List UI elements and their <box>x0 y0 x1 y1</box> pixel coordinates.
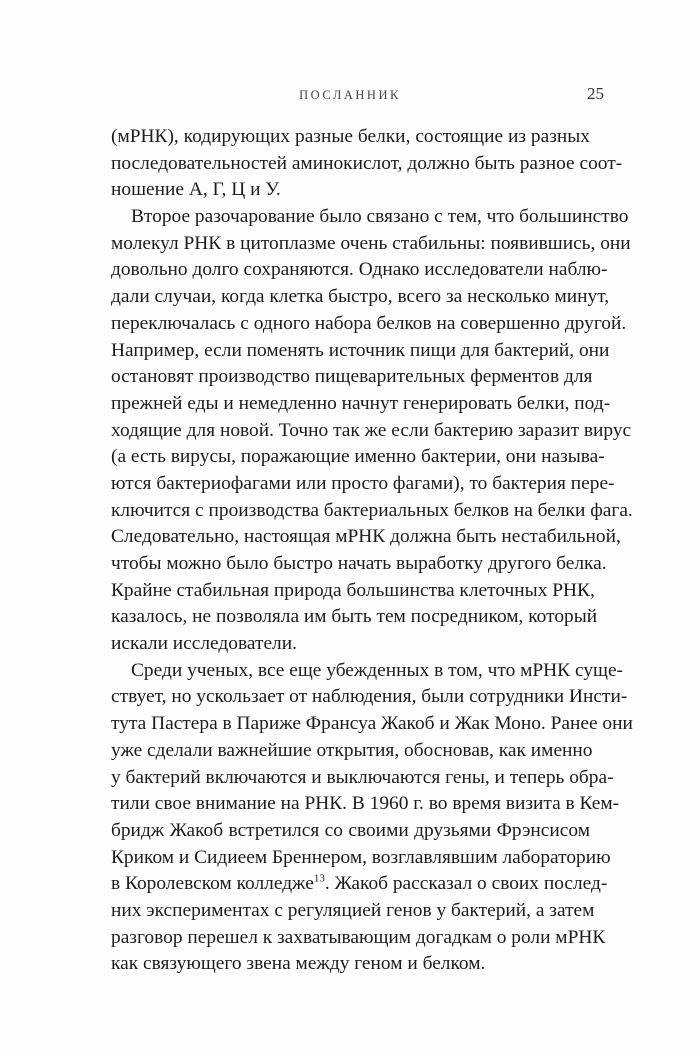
text-line: (а есть вирусы, поражающие именно бактерии, они называ- <box>111 446 605 468</box>
text-line: как связующего звена между геном и белком. <box>111 953 486 975</box>
text-line: Например, если поменять источник пищи для бактерий, они <box>111 339 610 361</box>
text-fragment: в Королевском колледже <box>111 873 314 895</box>
text-line: ношение А, Г, Ц и У. <box>111 179 281 201</box>
text-line: (мРНК), кодирующих разные белки, состоящие из разных <box>111 126 590 147</box>
text-line: ходящие для новой. Точно так же если бактерию заразит вирус <box>111 419 632 441</box>
text-line: бридж Жакоб встретился со своими друзьями Фрэнсисом <box>111 819 590 841</box>
text-line: тили свое внимание на РНК. В 1960 г. во время визита в Кем- <box>111 793 620 815</box>
text-line: них экспериментах с регуляцией генов у бактерий, а затем <box>111 899 595 921</box>
text-line: Крайне стабильная природа большинства клеточных РНК, <box>111 579 595 601</box>
text-line: казалось, не позволяла им быть тем посредником, который <box>111 606 598 628</box>
text-line: ются бактериофагами или просто фагами), то бактерия пере- <box>111 472 615 494</box>
text-line: последовательностей аминокислот, должно быть разное соот- <box>111 152 623 174</box>
text-fragment: . Жакоб рассказал о своих послед- <box>324 873 608 895</box>
page-number: 25 <box>587 84 604 103</box>
text-line: чтобы можно было быстро начать выработку другого белка. <box>111 553 607 574</box>
text-line: искали исследователи. <box>111 633 297 655</box>
text-line: тута Пастера в Париже Франсуа Жакоб и Жак Моно. Ранее они <box>111 713 633 735</box>
footnote-reference[interactable]: 13 <box>313 872 325 885</box>
running-title: ПОСЛАННИК <box>299 88 401 102</box>
text-line: молекул РНК в цитоплазме очень стабильны: появившись, они <box>111 232 631 254</box>
text-line: переключалась с одного набора белков на совершенно другой. <box>111 312 627 334</box>
text-line: уже сделали важнейшие открытия, обосновав, как именно <box>111 739 593 761</box>
paragraph-first-line: Второе разочарование было связано с тем, что большинство <box>131 206 629 228</box>
text-line: дали случаи, когда клетка быстро, всего за несколько минут, <box>111 286 610 308</box>
text-line: ключится с производства бактериальных белков на белки фага. <box>111 499 633 521</box>
text-line: Следовательно, настоящая мРНК должна быть нестабильной, <box>111 526 621 548</box>
text-line-with-footnote <box>111 871 608 898</box>
text-line: разговор перешел к захватывающим догадкам о роли мРНК <box>111 926 606 948</box>
text-line: остановят производство пищеварительных ферментов для <box>111 366 593 388</box>
text-line: довольно долго сохраняются. Однако исследователи наблю- <box>111 259 608 281</box>
text-line: прежней еды и немедленно начнут генерировать белки, под- <box>111 392 611 414</box>
text-line: ствует, но ускользает от наблюдения, были сотрудники Инсти- <box>111 686 628 708</box>
paragraph-first-line: Среди ученых, все еще убежденных в том, что мРНК суще- <box>131 659 624 681</box>
text-line: у бактерий включаются и выключаются гены, и теперь обра- <box>111 766 614 788</box>
body-text <box>111 124 633 978</box>
text-line: Криком и Сидиеем Бреннером, возглавлявшим лабораторию <box>111 846 611 868</box>
